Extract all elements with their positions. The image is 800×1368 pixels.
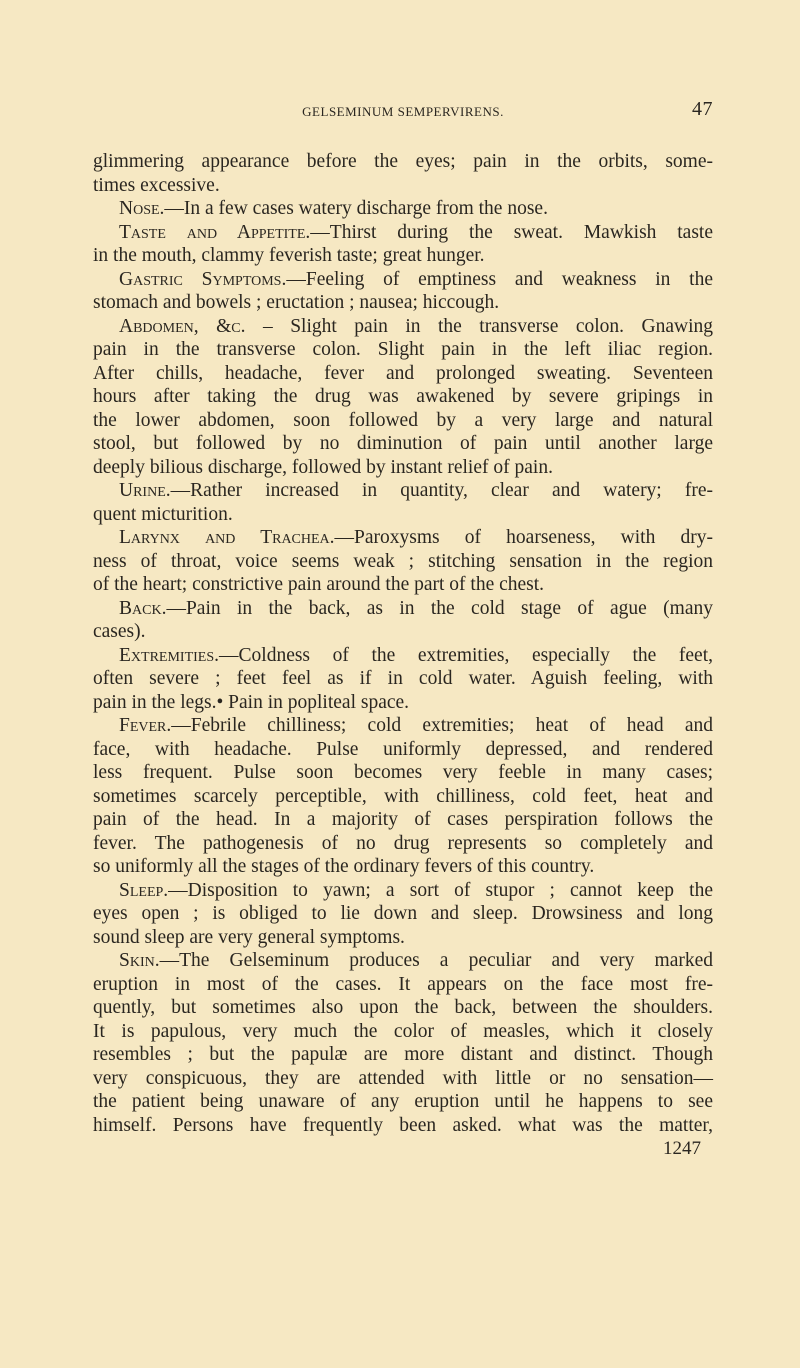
line-text: pain of the head. In a majority of cases perspiration follows the xyxy=(93,809,713,830)
line-text: – Slight pain in the transverse colon. Gnawing xyxy=(245,315,713,337)
line-text: —Disposition to yawn; a sort of stupor ; cannot keep the xyxy=(168,879,713,901)
paragraph xyxy=(93,315,713,480)
text-line xyxy=(93,926,713,950)
text-line xyxy=(93,1090,713,1114)
section-heading: Sleep. xyxy=(119,879,169,901)
text-line xyxy=(93,973,713,997)
line-text: —Paroxysms of hoarseness, with dry- xyxy=(334,527,713,548)
text-line xyxy=(93,1067,713,1091)
text-line xyxy=(93,268,713,292)
text-line xyxy=(93,691,713,715)
line-text: cases). xyxy=(93,621,146,642)
section-heading: Urine. xyxy=(119,480,171,501)
text-line xyxy=(93,573,713,597)
text-line xyxy=(93,291,713,315)
line-text: —Coldness of the extremities, especially the feet, xyxy=(219,644,713,666)
section-heading: Skin. xyxy=(119,950,160,971)
text-line xyxy=(93,785,713,809)
text-line xyxy=(93,409,713,433)
text-line xyxy=(93,761,713,785)
line-text: —Thirst during the sweat. Mawkish taste xyxy=(310,221,713,243)
line-text: sometimes scarcely perceptible, with chilliness, cold feet, heat and xyxy=(93,785,713,807)
line-text: —Febrile chilliness; cold extremities; heat of head and xyxy=(171,715,713,736)
text-line xyxy=(93,1043,713,1067)
line-text: —The Gelseminum produces a peculiar and very marked xyxy=(159,950,713,971)
text-line xyxy=(93,221,713,245)
book-page xyxy=(93,100,713,1161)
line-text: resembles ; but the papulæ are more distant and distinct. Though xyxy=(93,1044,713,1065)
line-text: stool, but followed by no diminution of pain until another large xyxy=(93,433,713,454)
line-text: —Pain in the back, as in the cold stage of ague (many xyxy=(166,597,713,619)
line-text: of the heart; constrictive pain around the part of the chest. xyxy=(93,574,545,595)
line-text: pain in the legs.• Pain in popliteal space. xyxy=(93,691,410,713)
section-heading: Larynx and Trachea. xyxy=(119,527,335,548)
text-line xyxy=(93,1020,713,1044)
text-line xyxy=(93,949,713,973)
text-line xyxy=(93,526,713,550)
line-text: deeply bilious discharge, followed by instant relief of pain. xyxy=(93,456,553,478)
paragraph xyxy=(93,268,713,315)
section-heading: Abdomen, &c. xyxy=(119,315,246,337)
line-text: less frequent. Pulse soon becomes very feeble in many cases; xyxy=(93,762,713,783)
text-line xyxy=(93,315,713,339)
signature-mark: 1247 xyxy=(663,1138,701,1159)
text-line xyxy=(93,667,713,691)
section-heading: Gastric Symptoms. xyxy=(119,268,287,290)
paragraph xyxy=(93,526,713,597)
paragraph xyxy=(93,197,713,221)
text-line xyxy=(93,644,713,668)
paragraph xyxy=(93,150,713,197)
text-line xyxy=(93,808,713,832)
text-line xyxy=(93,597,713,621)
line-text: —In a few cases watery discharge from the nose. xyxy=(164,198,548,219)
text-line xyxy=(93,738,713,762)
line-text: eyes open ; is obliged to lie down and sleep. Drowsiness and long xyxy=(93,903,713,924)
section-heading: Nose. xyxy=(119,198,165,219)
section-heading: Extremities. xyxy=(119,644,220,666)
text-line xyxy=(93,996,713,1020)
line-text: It is papulous, very much the color of measles, which it closely xyxy=(93,1020,713,1042)
text-line xyxy=(93,197,713,221)
line-text: After chills, headache, fever and prolonged sweating. Seventeen xyxy=(93,362,713,384)
text-line xyxy=(93,174,713,198)
section-heading: Fever. xyxy=(119,715,172,736)
line-text: quently, but sometimes also upon the back, between the shoulders. xyxy=(93,997,713,1018)
running-head xyxy=(93,100,713,126)
line-text: himself. Persons have frequently been asked. what was the matter, xyxy=(93,1114,713,1136)
text-line xyxy=(93,855,713,879)
text-line xyxy=(93,1114,713,1138)
text-line xyxy=(93,550,713,574)
paragraph xyxy=(93,714,713,879)
text-line xyxy=(93,456,713,480)
text-line xyxy=(93,902,713,926)
line-text: ness of throat, voice seems weak ; stitching sensation in the region xyxy=(93,550,713,572)
line-text: the patient being unaware of any eruption until he happens to see xyxy=(93,1091,713,1112)
line-text: eruption in most of the cases. It appears on the face most fre- xyxy=(93,973,713,995)
text-line xyxy=(93,244,713,268)
text-line xyxy=(93,714,713,738)
line-text: —Feeling of emptiness and weakness in the xyxy=(286,268,713,290)
section-heading: Taste and Appetite. xyxy=(119,221,311,243)
line-text: hours after taking the drug was awakened by severe gripings in xyxy=(93,386,713,407)
line-text: often severe ; feet feel as if in cold water. Aguish feeling, with xyxy=(93,668,713,689)
paragraph xyxy=(93,879,713,950)
paragraph xyxy=(93,221,713,268)
text-line xyxy=(93,832,713,856)
paragraph xyxy=(93,644,713,715)
line-text: stomach and bowels ; eructation ; nausea; hiccough. xyxy=(93,292,500,313)
line-text: quent micturition. xyxy=(93,503,233,525)
text-line xyxy=(93,432,713,456)
line-text: sound sleep are very general symptoms. xyxy=(93,926,405,948)
text-line xyxy=(93,479,713,503)
line-text: times excessive. xyxy=(93,174,220,196)
line-text: the lower abdomen, soon followed by a very large and natural xyxy=(93,409,713,431)
line-text: pain in the transverse colon. Slight pain in the left iliac region. xyxy=(93,339,713,360)
line-text: very conspicuous, they are attended with little or no sensation— xyxy=(93,1067,713,1089)
text-line xyxy=(93,879,713,903)
text-line xyxy=(93,338,713,362)
section-heading: Back. xyxy=(119,597,167,619)
body-text xyxy=(93,150,713,1137)
running-head-title: GELSEMINUM SEMPERVIRENS. xyxy=(302,104,504,119)
paragraph xyxy=(93,949,713,1137)
paragraph xyxy=(93,597,713,644)
line-text: fever. The pathogenesis of no drug represents so completely and xyxy=(93,832,713,854)
text-line xyxy=(93,362,713,386)
line-text: so uniformly all the stages of the ordinary fevers of this country. xyxy=(93,856,595,877)
page-number: 47 xyxy=(692,98,713,120)
line-text: glimmering appearance before the eyes; pain in the orbits, some- xyxy=(93,151,713,172)
line-text: —Rather increased in quantity, clear and watery; fre- xyxy=(170,480,713,501)
line-text: face, with headache. Pulse uniformly depressed, and rendered xyxy=(93,738,713,760)
text-line xyxy=(93,385,713,409)
text-line xyxy=(93,503,713,527)
text-line xyxy=(93,150,713,174)
paragraph xyxy=(93,479,713,526)
text-line xyxy=(93,620,713,644)
line-text: in the mouth, clammy feverish taste; great hunger. xyxy=(93,245,485,266)
